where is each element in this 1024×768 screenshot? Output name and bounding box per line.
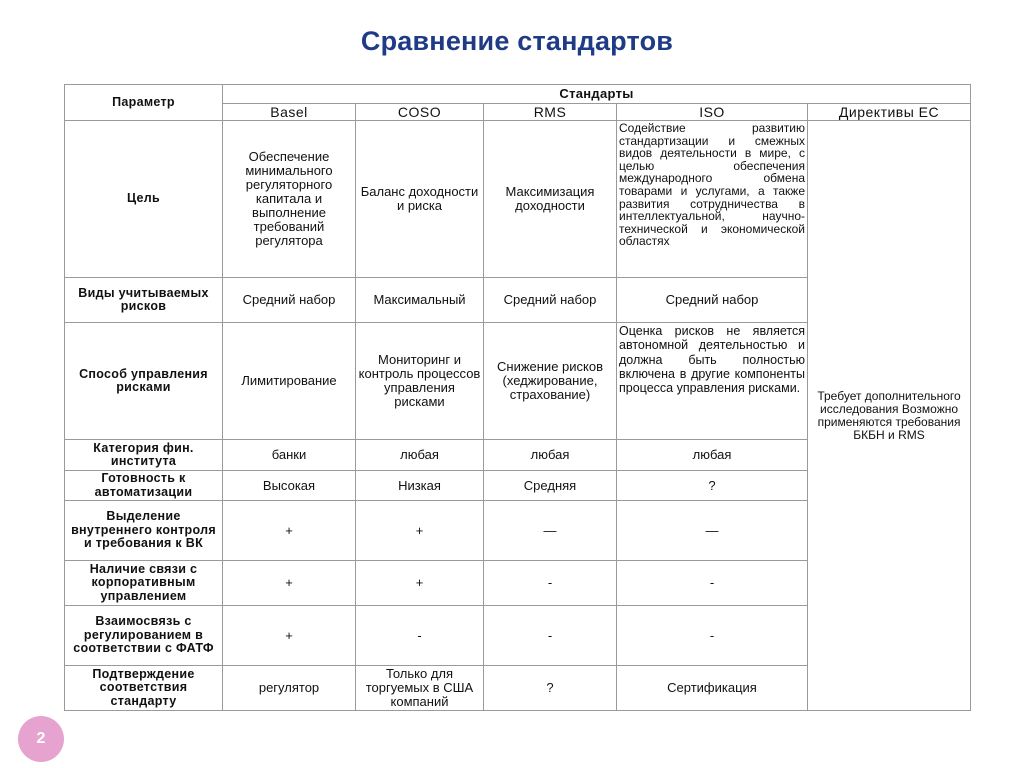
table-cell: Средний набор (484, 278, 617, 323)
col-header-basel: Basel (223, 104, 356, 121)
row-param: Готовность к автоматизации (65, 471, 223, 501)
table-cell: любая (356, 440, 484, 471)
table-cell: Только для торгуемых в США компаний (356, 666, 484, 711)
table-cell: + (223, 501, 356, 561)
table-cell: - (617, 606, 808, 666)
table-cell: - (617, 561, 808, 606)
row-param: Выделение внутреннего контроля и требования к ВК (65, 501, 223, 561)
col-header-iso: ISO (617, 104, 808, 121)
table-cell: Содействие развитию стандартизации и смежных видов деятельности в мире, с целью обеспечения международного обмена товарами и услугами, а также развития сотрудничества в интеллектуальной, научно-технической и экономической областях (617, 121, 808, 278)
table-cell: - (484, 561, 617, 606)
table-cell: Максимизация доходности (484, 121, 617, 278)
table-cell: Обеспечение минимального регуляторного капитала и выполнение требований регулятора (223, 121, 356, 278)
table-cell: любая (484, 440, 617, 471)
table-cell: Средний набор (223, 278, 356, 323)
table-cell: любая (617, 440, 808, 471)
table-cell: + (356, 501, 484, 561)
table-cell: Высокая (223, 471, 356, 501)
table-cell: - (484, 606, 617, 666)
table-cell: Баланс доходности и риска (356, 121, 484, 278)
table-cell: Оценка рисков не является автономной деятельностью и должна быть полностью включена в другие компоненты процесса управления рисками. (617, 323, 808, 440)
standards-header: Стандарты (223, 85, 971, 104)
col-header-ec: Директивы ЕС (808, 104, 971, 121)
table-cell: Мониторинг и контроль процессов управления рисками (356, 323, 484, 440)
table-cell: Максимальный (356, 278, 484, 323)
table-row (65, 121, 971, 278)
table-cell: Снижение рисков (хеджирование, страхование) (484, 323, 617, 440)
row-param: Цель (65, 121, 223, 278)
row-param: Наличие связи с корпоративным управлением (65, 561, 223, 606)
table-cell: - (356, 606, 484, 666)
table-cell: банки (223, 440, 356, 471)
col-header-coso: COSO (356, 104, 484, 121)
table-cell: ? (617, 471, 808, 501)
row-param: Взаимосвязь с регулированием в соответствии с ФАТФ (65, 606, 223, 666)
table-cell: Лимитирование (223, 323, 356, 440)
page-number-badge: 2 (18, 716, 64, 762)
row-param: Способ управления рисками (65, 323, 223, 440)
table-cell: + (223, 606, 356, 666)
col-header-rms: RMS (484, 104, 617, 121)
table-cell: ? (484, 666, 617, 711)
table-cell: — (617, 501, 808, 561)
table-cell: регулятор (223, 666, 356, 711)
table-cell: — (484, 501, 617, 561)
comparison-table (64, 84, 971, 711)
table-cell: Низкая (356, 471, 484, 501)
table-cell: Сертификация (617, 666, 808, 711)
page-title: Сравнение стандартов (360, 26, 674, 56)
table-cell: Средний набор (617, 278, 808, 323)
row-param: Виды учитываемых рисков (65, 278, 223, 323)
row-param: Категория фин. института (65, 440, 223, 471)
row-param: Подтверждение соответствия стандарту (65, 666, 223, 711)
param-header: Параметр (65, 85, 223, 121)
table-cell: + (223, 561, 356, 606)
table-cell: + (356, 561, 484, 606)
ec-note-cell: Требует дополнительного исследования Возможно применяются требования БКБН и RMS (808, 121, 971, 711)
table-cell: Средняя (484, 471, 617, 501)
